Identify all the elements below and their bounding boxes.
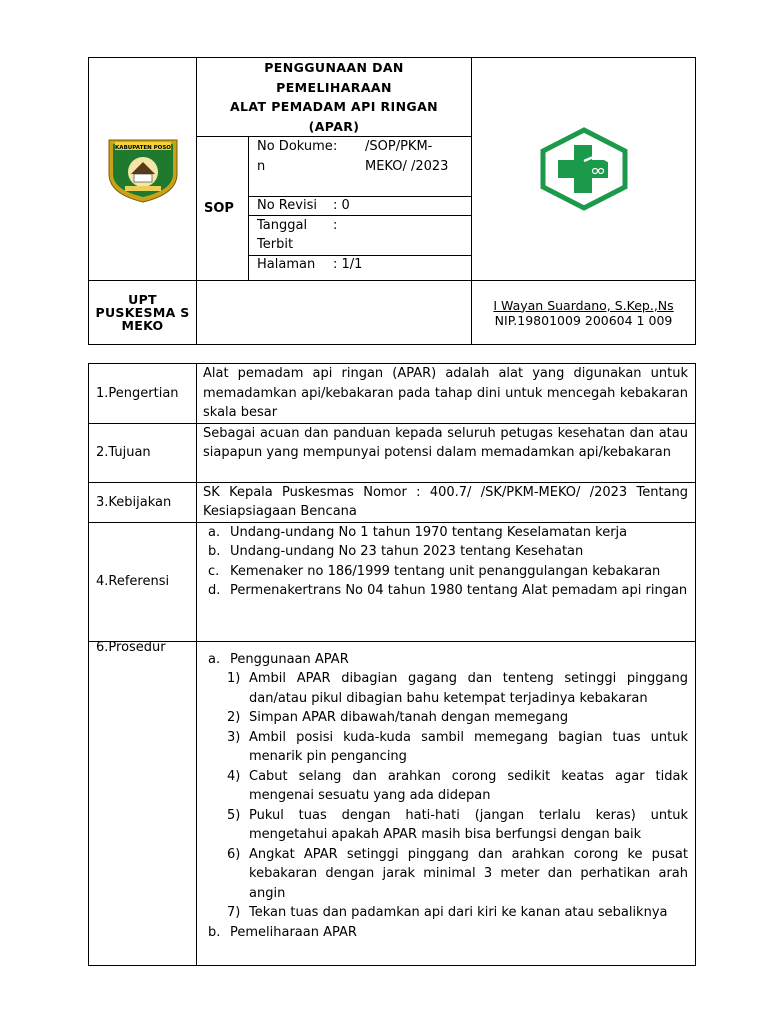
approval-empty-cell	[197, 281, 472, 345]
list-item	[203, 581, 688, 601]
halaman-value: : 1/1	[333, 256, 363, 272]
section-text-kebijakan	[197, 482, 696, 522]
title-line-1: PENGGUNAAN DAN	[264, 60, 404, 75]
step-item	[203, 728, 688, 767]
no-dokumen-colon: :	[333, 137, 345, 196]
section-text-pengertian	[197, 364, 696, 424]
list-marker: b.	[208, 924, 221, 940]
title-line-4: (APAR)	[308, 118, 360, 134]
list-item	[203, 923, 688, 943]
list-item	[203, 650, 688, 670]
no-revisi-label: No Revisi	[249, 196, 333, 215]
no-revisi-value: : 0	[333, 196, 471, 215]
halaman-label: Halaman	[257, 256, 316, 272]
puskesmas-logo-cell	[472, 58, 696, 281]
step-marker: 6)	[227, 846, 241, 862]
unit-name-text: UPT PUSKESMA S MEKO	[95, 292, 190, 333]
document-meta	[249, 137, 472, 281]
kebijakan-text: SK Kepala Puskesmas Nomor : 400.7/ /SK/PKM-MEKO/ /2023 Tentang Kesiapsiagaan Bencana	[203, 484, 688, 519]
step-marker: 3)	[227, 729, 241, 745]
list-marker: c.	[208, 563, 220, 579]
section-row-prosedur	[89, 641, 696, 965]
list-item-text: Kemenaker no 186/1999 tentang unit penanggulangan kebakaran	[230, 563, 661, 579]
section-list-prosedur	[197, 641, 696, 965]
step-marker: 2)	[227, 710, 241, 725]
step-marker: 1)	[227, 671, 241, 686]
sop-label: SOP	[197, 137, 249, 281]
section-text-tujuan	[197, 423, 696, 482]
sop-header-table	[88, 57, 696, 345]
list-item	[203, 562, 688, 582]
step-item	[203, 845, 688, 904]
step-text: Angkat APAR setinggi pinggang dan arahkan corong ke pusat kebakaran dengan jarak minimal 3 meter dan perhatikan arah angin	[249, 846, 688, 901]
list-marker: d.	[208, 583, 221, 598]
tujuan-text: Sebagai acuan dan panduan kepada seluruh petugas kesehatan dan atau siapapun yang mempunyai potensi dalam memadamkan api/kebakaran	[203, 425, 688, 460]
unit-name	[89, 281, 197, 345]
section-row-kebijakan	[89, 482, 696, 522]
list-marker: a.	[208, 651, 221, 667]
signer-nip: NIP.19801009 200604 1 009	[494, 312, 673, 328]
regency-logo-cell	[89, 58, 197, 281]
step-text: Pukul tuas dengan hati-hati (jangan terlalu keras) untuk mengetahui apakah APAR masih bisa berfungsi dengan baik	[249, 807, 688, 842]
tanggal-terbit-label: Tanggal Terbit	[249, 215, 333, 255]
step-item	[203, 903, 688, 923]
list-marker: a.	[208, 524, 221, 540]
tanggal-terbit-value: :	[333, 215, 471, 255]
section-label-pengertian: 1.Pengertian	[89, 364, 197, 424]
regency-emblem-icon	[105, 134, 181, 204]
list-item	[203, 542, 688, 562]
step-item	[203, 767, 688, 806]
step-text: Ambil posisi kuda-kuda sambil memegang bagian tuas untuk menarik pin pengancing	[249, 729, 688, 764]
step-marker: 7)	[227, 905, 241, 920]
section-list-referensi	[197, 522, 696, 641]
step-item	[203, 669, 688, 708]
step-text: Cabut selang dan arahkan corong sedikit keatas agar tidak mengenai sesuatu yang ada didepan	[249, 768, 688, 803]
list-marker: b.	[208, 544, 221, 559]
sop-content-table	[88, 363, 696, 966]
puskesmas-cross-logo-icon	[538, 127, 630, 211]
title-line-3: ALAT PEMADAM API RINGAN	[229, 99, 439, 114]
section-row-referensi	[89, 522, 696, 641]
document-title	[197, 58, 472, 137]
list-item-text: Pemeliharaan APAR	[230, 924, 357, 940]
pengertian-text: Alat pemadam api ringan (APAR) adalah alat yang digunakan untuk memadamkan api/kebakaran pada tahap dini untuk mencegah kebakaran skala besar	[203, 366, 688, 420]
section-label-prosedur: 6.Prosedur	[89, 641, 197, 965]
signer-name: I Wayan Suardano, S.Kep.,Ns	[493, 297, 674, 313]
no-dokumen-value: /SOP/PKM-MEKO/ /2023	[345, 137, 471, 196]
list-item-text: Undang-undang No 1 tahun 1970 tentang Keselamatan kerja	[230, 524, 628, 540]
regency-logo-caption: KABUPATEN POSO	[114, 145, 171, 151]
section-label-referensi: 4.Referensi	[89, 522, 197, 641]
step-text: Simpan APAR dibawah/tanah dengan memegang	[249, 710, 569, 725]
step-item	[203, 806, 688, 845]
list-item-text: Penggunaan APAR	[230, 651, 349, 667]
list-item	[203, 523, 688, 543]
list-item-text: Undang-undang No 23 tahun 2023 tentang Kesehatan	[230, 544, 584, 559]
no-dokumen-label: No Dokume n	[249, 137, 333, 196]
step-marker: 5)	[227, 807, 241, 823]
step-marker: 4)	[227, 768, 241, 784]
step-text: Ambil APAR dibagian gagang dan tenteng setinggi pinggang dan/atau pikul dibagian bahu ketempat terjadinya kebakaran	[249, 671, 688, 706]
signer-cell	[472, 281, 696, 345]
section-label-kebijakan: 3.Kebijakan	[89, 482, 197, 522]
section-label-tujuan: 2.Tujuan	[89, 423, 197, 482]
step-item	[203, 708, 688, 728]
list-item-text: Permenakertrans No 04 tahun 1980 tentang Alat pemadam api ringan	[230, 583, 688, 598]
step-text: Tekan tuas dan padamkan api dari kiri ke kanan atau sebaliknya	[249, 905, 668, 920]
section-row-tujuan	[89, 423, 696, 482]
title-line-2: PEMELIHARAAN	[276, 79, 392, 95]
section-row-pengertian	[89, 364, 696, 424]
